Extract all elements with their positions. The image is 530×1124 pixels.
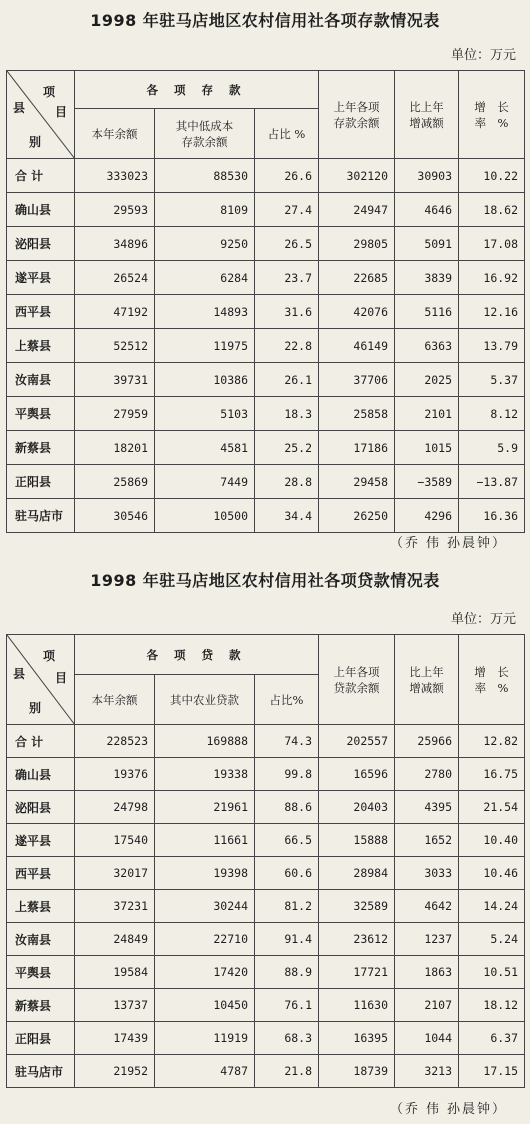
row-county-name: 合 计 <box>7 159 75 193</box>
table-cell: 22710 <box>155 923 255 956</box>
table-row <box>7 890 525 923</box>
deposit-corner-header <box>7 71 75 159</box>
table-cell: 302120 <box>319 159 395 193</box>
table-cell: 18739 <box>319 1055 395 1088</box>
table-cell: 11661 <box>155 824 255 857</box>
corner-label-item-2: 目 <box>55 105 68 119</box>
table-cell: 26.1 <box>255 363 319 397</box>
row-county-name: 上蔡县 <box>7 890 75 923</box>
table-cell: 25966 <box>395 725 459 758</box>
deposit-col-last: 上年各项 存款余额 <box>319 71 395 159</box>
table-cell: 11975 <box>155 329 255 363</box>
table-cell: 2107 <box>395 989 459 1022</box>
table-cell: 1237 <box>395 923 459 956</box>
corner-label-item: 项 <box>43 85 56 99</box>
table-cell: 4787 <box>155 1055 255 1088</box>
row-county-name: 确山县 <box>7 758 75 791</box>
loan-col-change: 比上年 增减额 <box>395 635 459 725</box>
row-county-name: 新蔡县 <box>7 431 75 465</box>
table-cell: 2101 <box>395 397 459 431</box>
loan-col-share: 占比% <box>255 675 319 725</box>
table-cell: 88530 <box>155 159 255 193</box>
credit-part: 伟 <box>425 1102 441 1117</box>
table-cell: 81.2 <box>255 890 319 923</box>
deposit-col-sub: 其中低成本 存款余额 <box>155 109 255 159</box>
row-county-name: 合 计 <box>7 725 75 758</box>
table-cell: 66.5 <box>255 824 319 857</box>
table-cell: 23.7 <box>255 261 319 295</box>
table-cell: 18.3 <box>255 397 319 431</box>
row-county-name: 上蔡县 <box>7 329 75 363</box>
table-row <box>7 956 525 989</box>
table-cell: 22685 <box>319 261 395 295</box>
table-cell: 27.4 <box>255 193 319 227</box>
table-cell: −13.87 <box>459 465 525 499</box>
loan-table-title: 1998 年驻马店地区农村信用社各项贷款情况表 <box>90 571 440 590</box>
table-cell: 15888 <box>319 824 395 857</box>
table-cell: 8.12 <box>459 397 525 431</box>
table-cell: 23612 <box>319 923 395 956</box>
table-cell: 10450 <box>155 989 255 1022</box>
table-cell: 11630 <box>319 989 395 1022</box>
table-cell: 11919 <box>155 1022 255 1055</box>
table-cell: 202557 <box>319 725 395 758</box>
table-cell: 13.79 <box>459 329 525 363</box>
table-row <box>7 923 525 956</box>
table-cell: 29593 <box>75 193 155 227</box>
table-cell: 26.6 <box>255 159 319 193</box>
row-county-name: 平舆县 <box>7 397 75 431</box>
table-cell: 19338 <box>155 758 255 791</box>
table-cell: 47192 <box>75 295 155 329</box>
table-row <box>7 295 525 329</box>
deposit-col-change: 比上年 增减额 <box>395 71 459 159</box>
table-cell: 68.3 <box>255 1022 319 1055</box>
table-cell: 2780 <box>395 758 459 791</box>
deposit-col-current: 本年余额 <box>75 109 155 159</box>
table-cell: 37706 <box>319 363 395 397</box>
table-cell: 37231 <box>75 890 155 923</box>
table-cell: 1044 <box>395 1022 459 1055</box>
corner-label-item: 项 <box>43 649 56 663</box>
deposit-col-share: 占比 % <box>255 109 319 159</box>
table-cell: 21961 <box>155 791 255 824</box>
row-county-name: 西平县 <box>7 857 75 890</box>
table-cell: 24849 <box>75 923 155 956</box>
table-row <box>7 1022 525 1055</box>
table-cell: 34.4 <box>255 499 319 533</box>
table-cell: 20403 <box>319 791 395 824</box>
row-county-name: 驻马店市 <box>7 499 75 533</box>
table-cell: 169888 <box>155 725 255 758</box>
table-cell: 12.16 <box>459 295 525 329</box>
table-row <box>7 989 525 1022</box>
credit-part: 伟 <box>425 536 441 551</box>
deposit-table-title: 1998 年驻马店地区农村信用社各项存款情况表 <box>90 11 440 30</box>
table-cell: 26.5 <box>255 227 319 261</box>
loan-corner-header <box>7 635 75 725</box>
table-cell: 18.12 <box>459 989 525 1022</box>
row-county-name: 西平县 <box>7 295 75 329</box>
table-cell: 99.8 <box>255 758 319 791</box>
table-cell: 88.6 <box>255 791 319 824</box>
table-cell: 333023 <box>75 159 155 193</box>
table-cell: 25.2 <box>255 431 319 465</box>
corner-label-item-2: 目 <box>55 671 68 685</box>
table-row <box>7 329 525 363</box>
table-row <box>7 261 525 295</box>
deposit-unit-label: 单位：万元 <box>450 48 516 63</box>
table-cell: 24947 <box>319 193 395 227</box>
table-cell: 76.1 <box>255 989 319 1022</box>
row-county-name: 正阳县 <box>7 465 75 499</box>
row-county-name: 平舆县 <box>7 956 75 989</box>
table-cell: 32589 <box>319 890 395 923</box>
table-cell: 16.92 <box>459 261 525 295</box>
table-cell: 14.24 <box>459 890 525 923</box>
table-cell: 1863 <box>395 956 459 989</box>
table-cell: 1652 <box>395 824 459 857</box>
table-cell: 17.08 <box>459 227 525 261</box>
loan-col-sub: 其中农业贷款 <box>155 675 255 725</box>
table-row <box>7 824 525 857</box>
credit-part: 孙晨钟） <box>446 536 507 551</box>
table-cell: 21.8 <box>255 1055 319 1088</box>
table-cell: 42076 <box>319 295 395 329</box>
table-cell: −3589 <box>395 465 459 499</box>
table-cell: 3213 <box>395 1055 459 1088</box>
table-cell: 25869 <box>75 465 155 499</box>
table-cell: 17721 <box>319 956 395 989</box>
table-cell: 26250 <box>319 499 395 533</box>
loan-col-current: 本年余额 <box>75 675 155 725</box>
table-cell: 29805 <box>319 227 395 261</box>
table-cell: 30546 <box>75 499 155 533</box>
table-row <box>7 227 525 261</box>
table-cell: 4642 <box>395 890 459 923</box>
table-row <box>7 465 525 499</box>
table-cell: 4296 <box>395 499 459 533</box>
loan-group-header: 各 项 贷 款 <box>75 635 319 675</box>
table-cell: 26524 <box>75 261 155 295</box>
table-row <box>7 499 525 533</box>
table-cell: 10.46 <box>459 857 525 890</box>
table-cell: 30903 <box>395 159 459 193</box>
table-cell: 9250 <box>155 227 255 261</box>
table-cell: 17439 <box>75 1022 155 1055</box>
table-cell: 3033 <box>395 857 459 890</box>
table-row <box>7 791 525 824</box>
credit-part: （乔 <box>389 536 420 551</box>
table-cell: 29458 <box>319 465 395 499</box>
table-cell: 17186 <box>319 431 395 465</box>
table-cell: 4395 <box>395 791 459 824</box>
deposit-group-header: 各 项 存 款 <box>75 71 319 109</box>
table-cell: 18201 <box>75 431 155 465</box>
table-cell: 5116 <box>395 295 459 329</box>
loan-col-last: 上年各项 贷款余额 <box>319 635 395 725</box>
row-county-name: 泌阳县 <box>7 791 75 824</box>
table-cell: 5.24 <box>459 923 525 956</box>
table-cell: 30244 <box>155 890 255 923</box>
loan-col-rate: 增 长 率 % <box>459 635 525 725</box>
table-cell: 6.37 <box>459 1022 525 1055</box>
row-county-name: 汝南县 <box>7 923 75 956</box>
corner-label-county: 县 <box>13 667 26 681</box>
table-cell: 19584 <box>75 956 155 989</box>
table-cell: 7449 <box>155 465 255 499</box>
table-row <box>7 159 525 193</box>
table-cell: 5.9 <box>459 431 525 465</box>
row-county-name: 驻马店市 <box>7 1055 75 1088</box>
table-cell: 10386 <box>155 363 255 397</box>
table-cell: 46149 <box>319 329 395 363</box>
table-cell: 6284 <box>155 261 255 295</box>
table-cell: 19376 <box>75 758 155 791</box>
loan-table <box>6 634 525 1088</box>
table-cell: 19398 <box>155 857 255 890</box>
table-cell: 4581 <box>155 431 255 465</box>
table-cell: 5.37 <box>459 363 525 397</box>
deposit-credit <box>387 532 510 551</box>
table-cell: 8109 <box>155 193 255 227</box>
table-cell: 5091 <box>395 227 459 261</box>
table-cell: 88.9 <box>255 956 319 989</box>
table-cell: 28984 <box>319 857 395 890</box>
credit-part: （乔 <box>389 1102 420 1117</box>
table-cell: 24798 <box>75 791 155 824</box>
table-cell: 91.4 <box>255 923 319 956</box>
table-cell: 12.82 <box>459 725 525 758</box>
table-row <box>7 857 525 890</box>
table-cell: 22.8 <box>255 329 319 363</box>
table-cell: 6363 <box>395 329 459 363</box>
table-cell: 60.6 <box>255 857 319 890</box>
table-cell: 228523 <box>75 725 155 758</box>
row-county-name: 遂平县 <box>7 824 75 857</box>
table-cell: 10.40 <box>459 824 525 857</box>
table-cell: 16.36 <box>459 499 525 533</box>
credit-part: 孙晨钟） <box>446 1102 507 1117</box>
table-cell: 16596 <box>319 758 395 791</box>
table-cell: 17540 <box>75 824 155 857</box>
table-cell: 21952 <box>75 1055 155 1088</box>
table-cell: 14893 <box>155 295 255 329</box>
table-cell: 3839 <box>395 261 459 295</box>
loan-unit-label: 单位：万元 <box>450 612 516 627</box>
row-county-name: 汝南县 <box>7 363 75 397</box>
table-cell: 18.62 <box>459 193 525 227</box>
row-county-name: 遂平县 <box>7 261 75 295</box>
row-county-name: 正阳县 <box>7 1022 75 1055</box>
table-cell: 34896 <box>75 227 155 261</box>
table-row <box>7 397 525 431</box>
row-county-name: 新蔡县 <box>7 989 75 1022</box>
table-cell: 39731 <box>75 363 155 397</box>
table-cell: 16395 <box>319 1022 395 1055</box>
table-row <box>7 363 525 397</box>
deposit-col-rate: 增 长 率 % <box>459 71 525 159</box>
table-cell: 10500 <box>155 499 255 533</box>
corner-label-county-2: 别 <box>29 701 42 715</box>
table-cell: 74.3 <box>255 725 319 758</box>
deposit-table <box>6 70 525 533</box>
table-cell: 25858 <box>319 397 395 431</box>
table-cell: 17420 <box>155 956 255 989</box>
corner-label-county: 县 <box>13 101 26 115</box>
table-cell: 10.22 <box>459 159 525 193</box>
table-cell: 28.8 <box>255 465 319 499</box>
table-cell: 52512 <box>75 329 155 363</box>
table-cell: 13737 <box>75 989 155 1022</box>
table-cell: 21.54 <box>459 791 525 824</box>
table-cell: 27959 <box>75 397 155 431</box>
table-cell: 32017 <box>75 857 155 890</box>
table-cell: 31.6 <box>255 295 319 329</box>
corner-label-county-2: 别 <box>29 135 42 149</box>
table-cell: 10.51 <box>459 956 525 989</box>
table-cell: 5103 <box>155 397 255 431</box>
table-row <box>7 725 525 758</box>
table-cell: 4646 <box>395 193 459 227</box>
table-row <box>7 1055 525 1088</box>
table-row <box>7 431 525 465</box>
table-row <box>7 193 525 227</box>
table-cell: 2025 <box>395 363 459 397</box>
row-county-name: 确山县 <box>7 193 75 227</box>
table-cell: 1015 <box>395 431 459 465</box>
row-county-name: 泌阳县 <box>7 227 75 261</box>
loan-credit <box>387 1098 510 1117</box>
table-cell: 17.15 <box>459 1055 525 1088</box>
table-row <box>7 758 525 791</box>
table-cell: 16.75 <box>459 758 525 791</box>
